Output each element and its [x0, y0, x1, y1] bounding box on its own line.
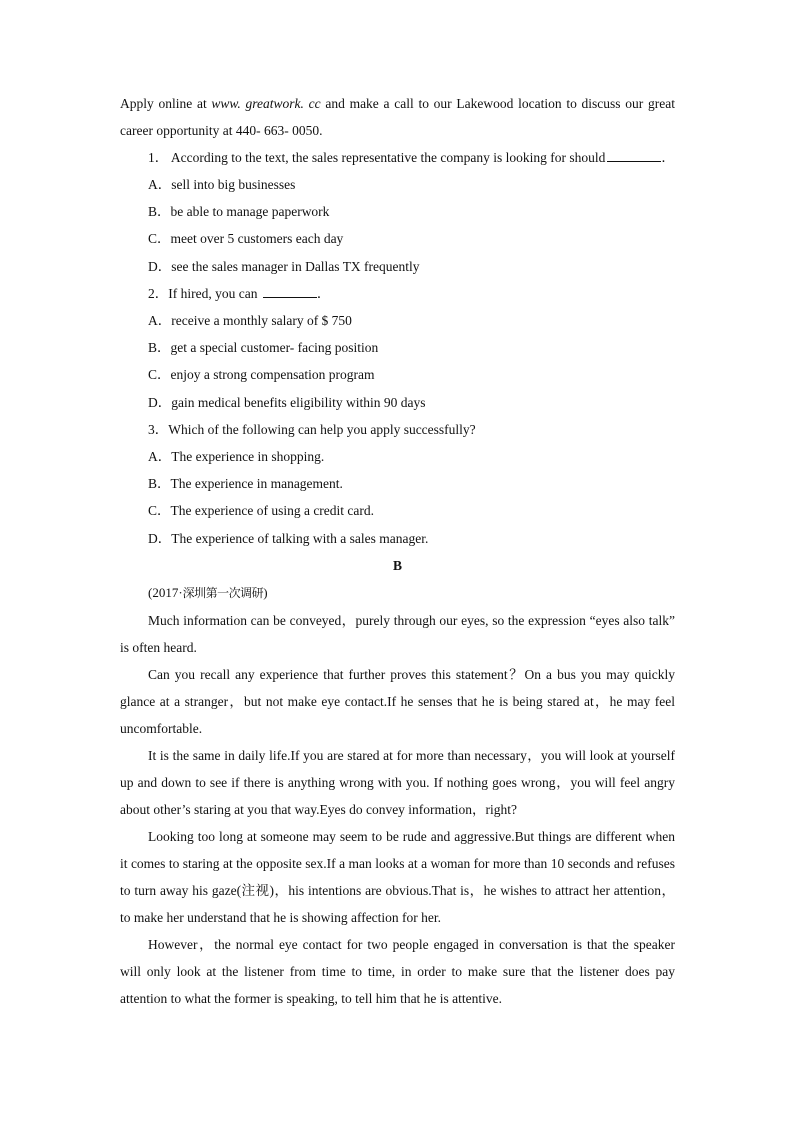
question-2-option-c: C．enjoy a strong compensation program	[148, 367, 375, 383]
passage-paragraph-4: Looking too long at someone may seem to be rude and aggressive.But things are different when it comes to staring at the opposite sex.If a man looks at a woman for more than 10 seconds and refuses to turn away his gaze(注视)，his intentions are obvious.That is，he wishes to attract her attention，to make her understand that he is showing affection for her.	[120, 828, 675, 925]
question-1-option-b: B．be able to manage paperwork	[148, 204, 330, 220]
source-name: 深圳第一次调研	[182, 585, 264, 600]
passage-source	[120, 579, 675, 607]
question-2-blank	[263, 285, 317, 298]
passage-paragraph-3: It is the same in daily life.If you are stared at for more than necessary，you will look at yourself up and down to see if there is anything wrong with you. If nothing goes wrong，you will feel angry about other’s staring at you that way.Eyes do convey information，right?	[120, 747, 675, 817]
passage-paragraph-1: Much information can be conveyed，purely through our eyes, so the expression “eyes also talk” is often heard.	[120, 612, 675, 655]
question-3-text: 3．Which of the following can help you apply successfully?	[148, 421, 476, 437]
question-2-option-b: B．get a special customer- facing position	[148, 340, 379, 356]
question-2-stem	[120, 280, 675, 307]
question-3-option-a: A．The experience in shopping.	[148, 449, 325, 465]
intro-text-start: Apply online at	[120, 96, 212, 111]
section-heading: B	[392, 557, 402, 573]
source-suffix: )	[263, 584, 268, 600]
question-2-text: 2．If hired, you can	[148, 285, 261, 301]
question-3-option-d: D．The experience of talking with a sales manager.	[148, 530, 429, 546]
question-2-end: ．	[316, 285, 331, 301]
source-prefix: (2017·	[148, 584, 183, 600]
question-1-text: 1． According to the text, the sales representative the company is looking for should	[148, 150, 606, 165]
question-1-end: ．	[661, 150, 675, 165]
question-1-option-c: C．meet over 5 customers each day	[148, 231, 344, 247]
intro-url: www. greatwork. cc	[211, 96, 321, 111]
question-1-blank	[607, 149, 661, 162]
question-3-option-b: B．The experience in management.	[148, 476, 343, 492]
passage-paragraph-5: However，the normal eye contact for two people engaged in conversation is that the speaker will only look at the listener from time to time, in order to make sure that the listener does pay attention to what the former is speaking, to tell him that he is attentive.	[120, 936, 675, 1006]
question-1-option-d: D．see the sales manager in Dallas TX frequently	[148, 258, 420, 274]
intro-paragraph	[120, 90, 675, 144]
question-3-option-c: C．The experience of using a credit card.	[148, 503, 375, 519]
question-2-option-a: A．receive a monthly salary of $ 750	[148, 313, 352, 329]
passage-paragraph-2: Can you recall any experience that further proves this statement？On a bus you may quickly glance at a stranger，but not make eye contact.If he senses that he is being stared at，he may feel uncomfortable.	[120, 666, 675, 736]
document-page	[120, 90, 675, 1012]
question-2-option-d: D．gain medical benefits eligibility within 90 days	[148, 394, 426, 410]
question-3-stem	[120, 416, 675, 443]
question-1-option-a: A．sell into big businesses	[148, 177, 296, 192]
question-1-stem	[120, 144, 675, 171]
intro-text-end: and make a call to our Lakewood location to discuss our great career opportunity at 440- 663- 0050.	[120, 96, 675, 138]
